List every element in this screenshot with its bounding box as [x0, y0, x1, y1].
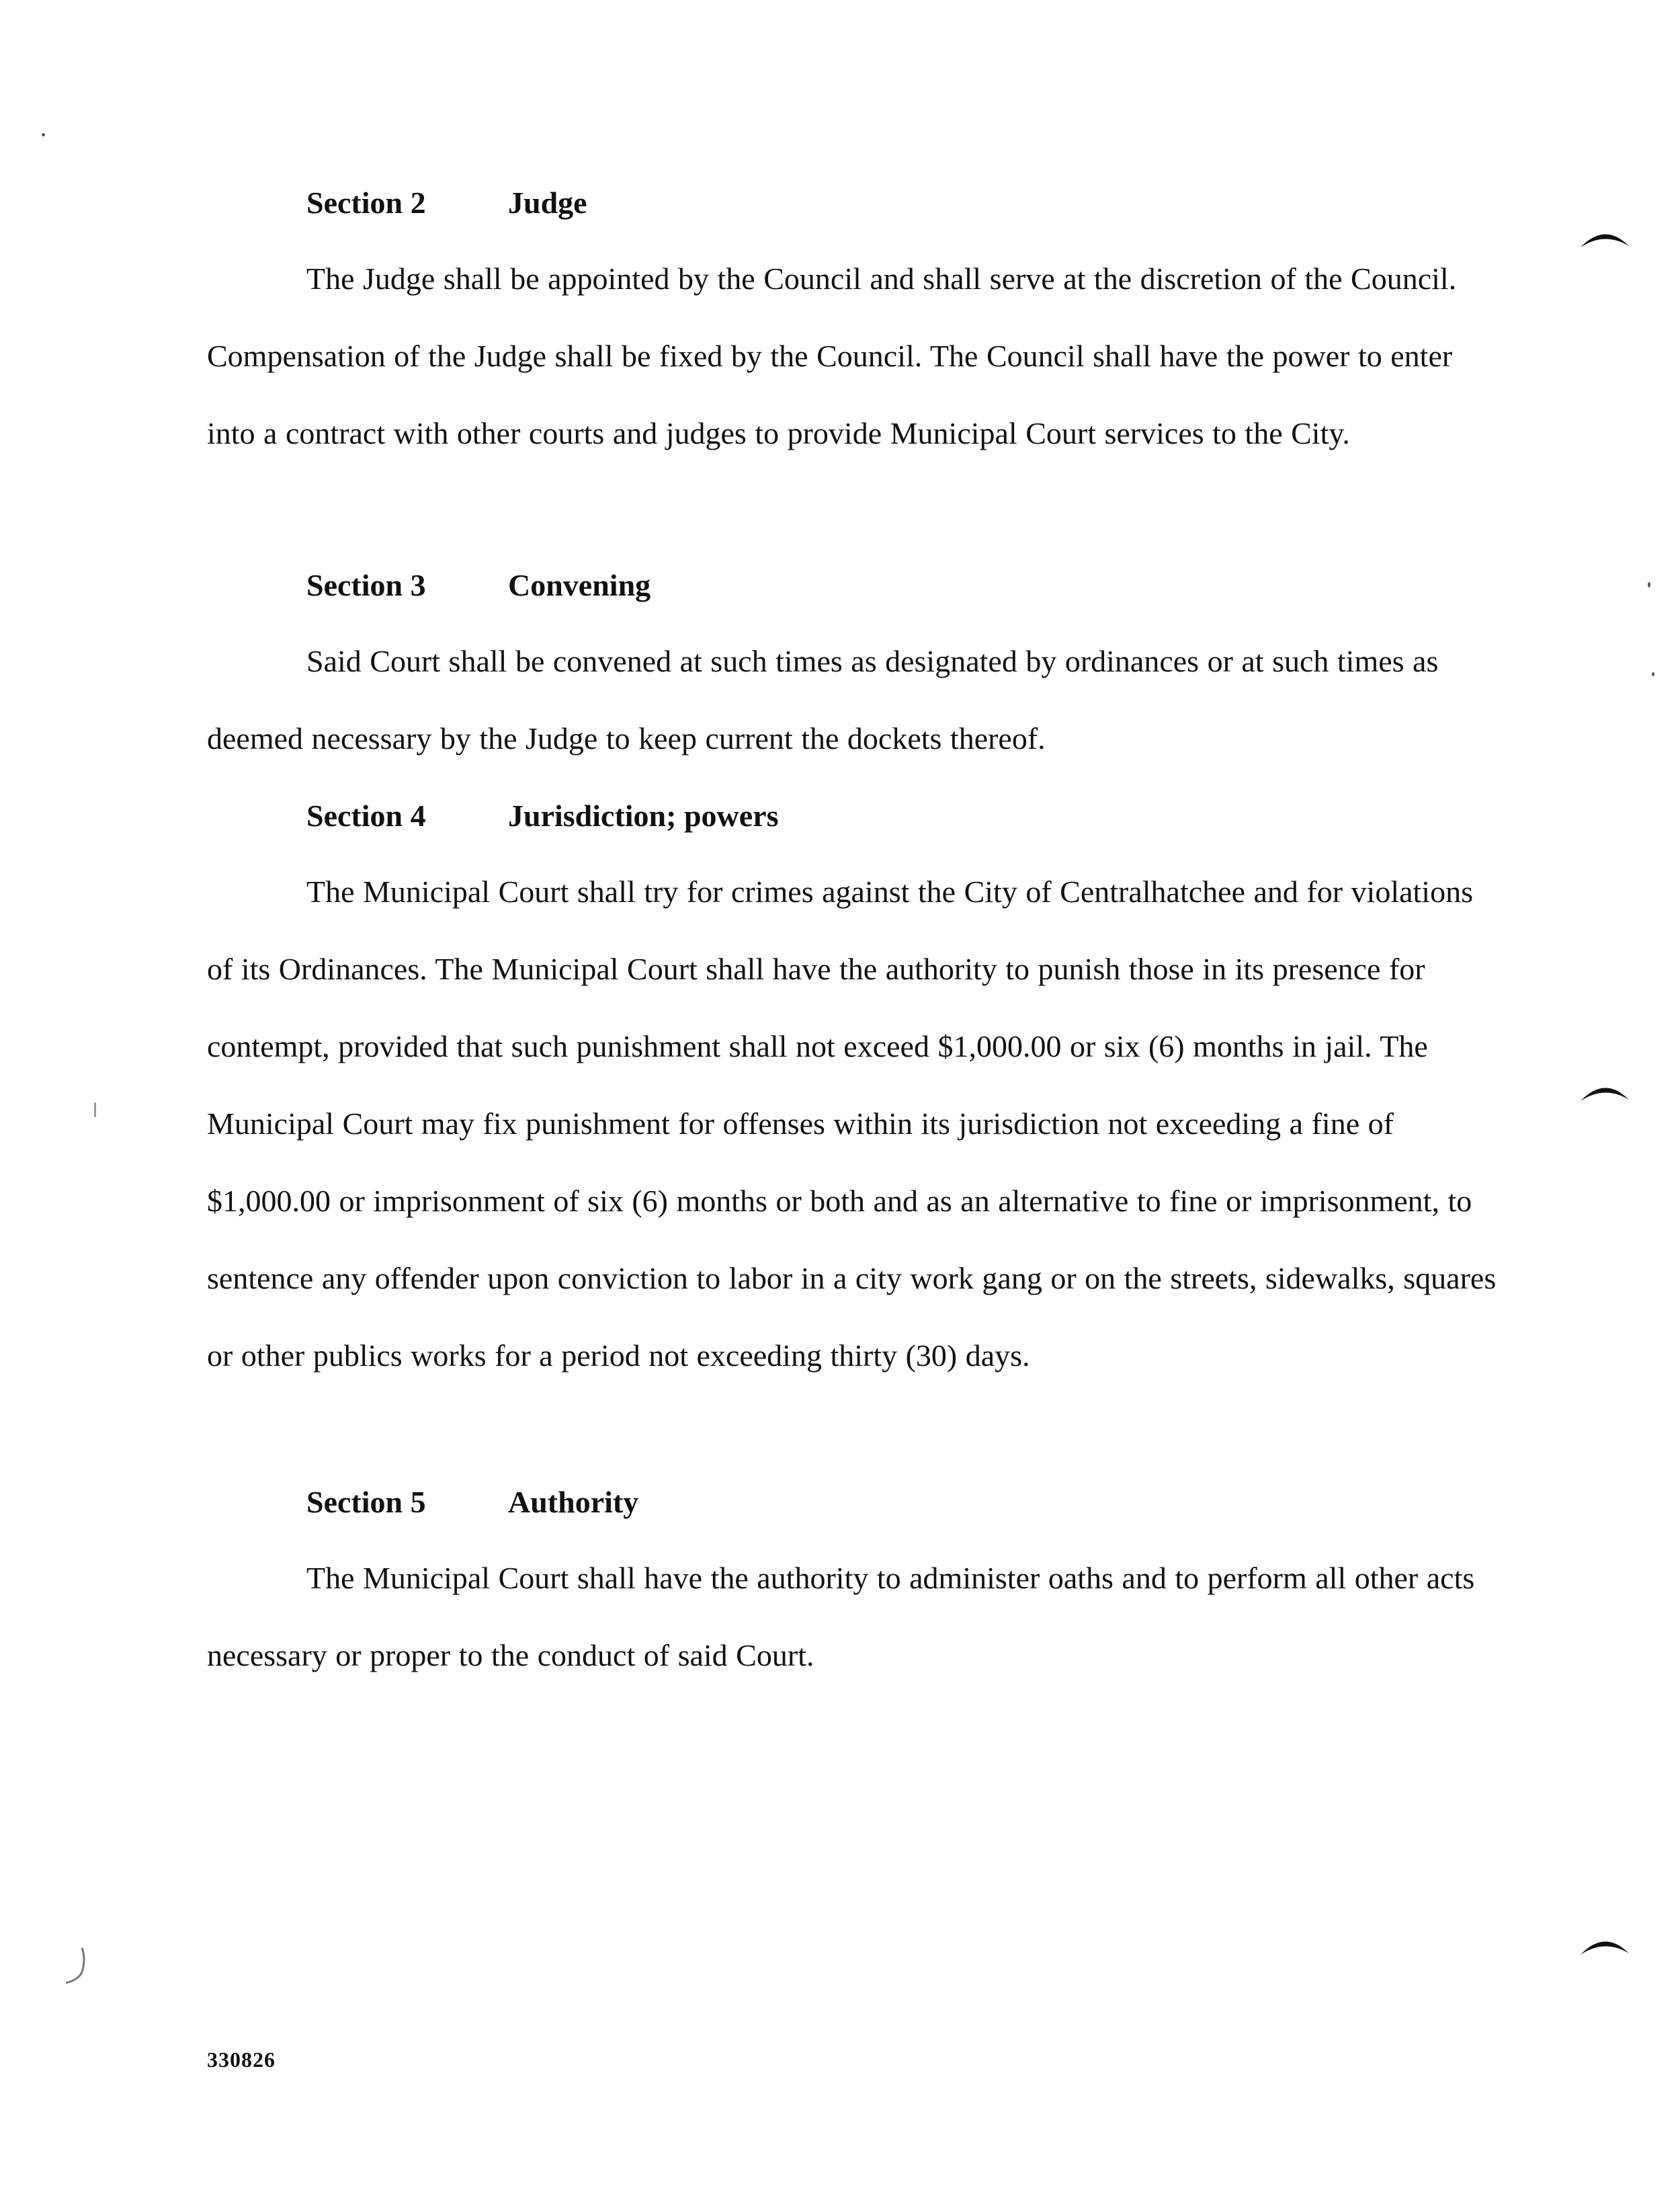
- document-id: 330826: [207, 2047, 276, 2072]
- scan-speck: [42, 133, 45, 136]
- scan-speck: [94, 1102, 96, 1117]
- section-2-body: The Judge shall be appointed by the Council and shall serve at the discretion of the Council. Compensation of the Judge shall be fixed by the Council. The Council shall have the power to enter into a contract with other courts and judges to provide Municipal Court services to the City.: [207, 261, 1457, 450]
- section-3-body: Said Court shall be convened at such times as designated by ordinances or at such times as deemed necessary by the Judge to keep current the dockets thereof.: [207, 644, 1439, 756]
- binder-hole-mark-icon: [1578, 1080, 1632, 1104]
- scan-artifact-mark: [62, 1945, 94, 1986]
- section-4-number: Section 4: [306, 799, 426, 833]
- scan-speck: [1648, 582, 1650, 587]
- section-2-number: Section 2: [306, 186, 426, 220]
- section-5-body: The Municipal Court shall have the authority to administer oaths and to perform all other acts necessary or proper to the conduct of said Court.: [207, 1561, 1475, 1672]
- section-4-body: The Municipal Court shall try for crimes against the City of Centralhatchee and for violations of its Ordinances. The Municipal Court shall have the authority to punish those in its presence for contempt, provided that such punishment shall not exceed $1,000.00 or six (6) months in jail. The Municipal Court may fix punishment for offenses within its jurisdiction not exceeding a fine of $1,000.00 or imprisonment of six (6) months or both and as an alternative to fine or imprisonment, to sentence any offender upon conviction to labor in a city work gang or on the streets, sidewalks, squares or other publics works for a period not exceeding thirty (30) days.: [207, 874, 1497, 1373]
- scan-speck: [1652, 672, 1654, 676]
- section-5-title: Authority: [508, 1485, 639, 1519]
- binder-hole-mark-icon: [1578, 1933, 1632, 1957]
- section-2-title: Judge: [508, 186, 587, 220]
- section-4-title: Jurisdiction; powers: [508, 799, 779, 833]
- binder-hole-mark-icon: [1578, 226, 1632, 250]
- section-3-number: Section 3: [306, 568, 426, 602]
- section-3-title: Convening: [508, 568, 651, 602]
- section-5-number: Section 5: [306, 1485, 426, 1519]
